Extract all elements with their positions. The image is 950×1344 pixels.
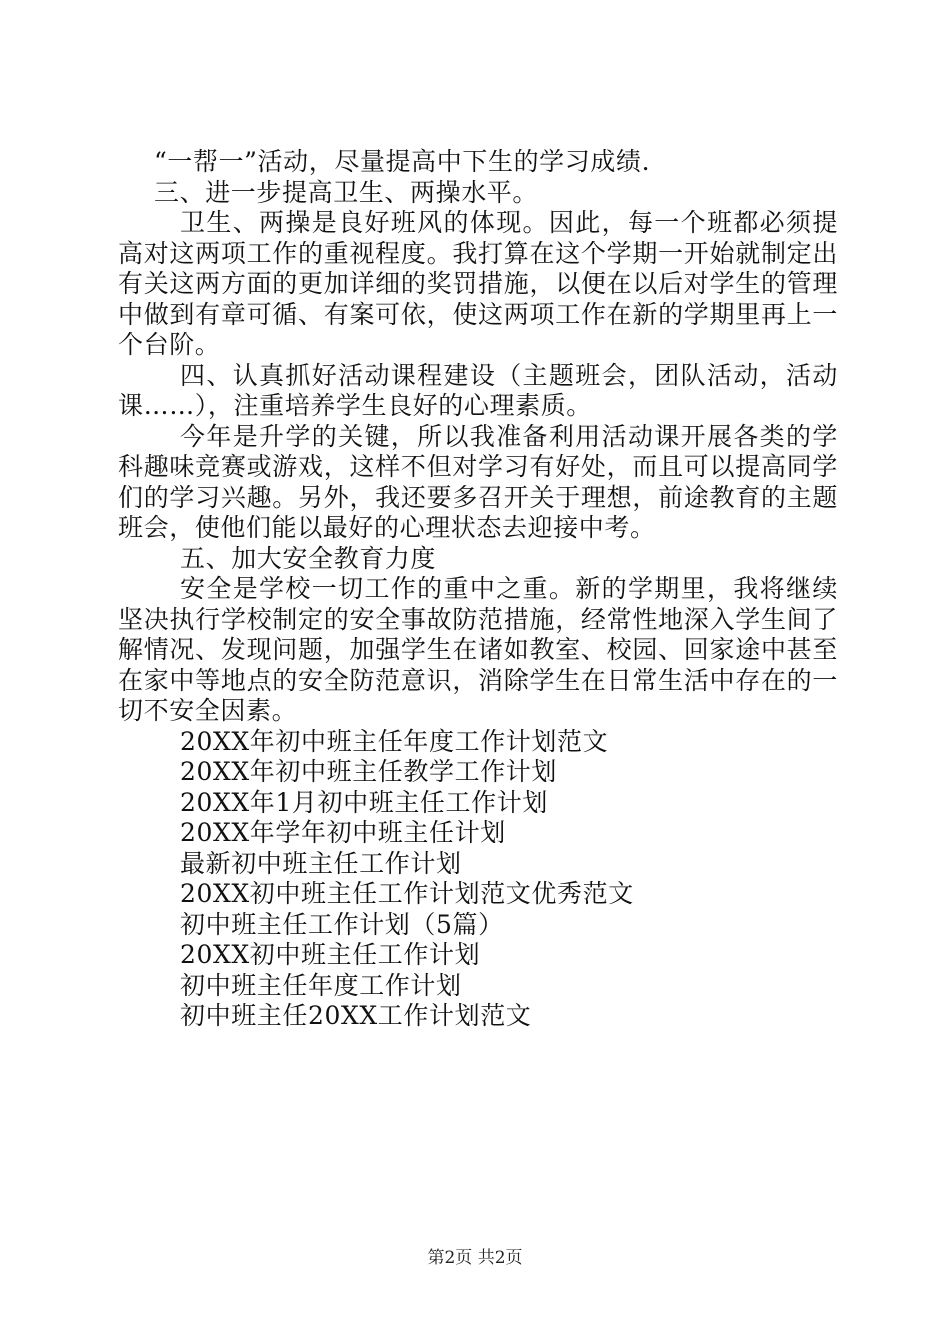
related-link[interactable]: 20XX初中班主任工作计划范文优秀范文 — [180, 879, 634, 908]
related-link[interactable]: 20XX初中班主任工作计划 — [180, 940, 481, 969]
related-link[interactable]: 初中班主任年度工作计划 — [180, 970, 462, 1000]
section-heading-4: 四、认真抓好活动课程建设（主题班会，团队活动，活动课……），注重培养学生良好的心理素质。 — [118, 360, 838, 420]
related-link[interactable]: 20XX年1月初中班主任工作计划 — [180, 787, 548, 817]
document-body — [118, 147, 838, 1032]
related-link[interactable]: 20XX年初中班主任教学工作计划 — [180, 757, 558, 786]
related-links-list — [118, 727, 838, 1032]
related-link[interactable]: 最新初中班主任工作计划 — [180, 848, 462, 878]
paragraph-safety: 安全是学校一切工作的重中之重。新的学期里，我将继续坚决执行学校制定的安全事故防范措施，经常性地深入学生间了解情况、发现问题，加强学生在诸如教室、校园、回家途中甚至在家中等地点的安全防范意识，消除学生在日常生活中存在的一切不安全因素。 — [118, 574, 838, 725]
page-number-footer: 第2页 共2页 — [427, 1248, 523, 1268]
paragraph-activities: 今年是升学的关键，所以我准备利用活动课开展各类的学科趣味竞赛或游戏，这样不但对学习有好处，而且可以提高同学们的学习兴趣。另外，我还要多召开关于理想，前途教育的主题班会，使他们能以最好的心理状态去迎接中考。 — [118, 421, 838, 542]
related-link[interactable]: 20XX年学年初中班主任计划 — [180, 818, 506, 847]
paragraph-1: “一帮一”活动，尽量提高中下生的学习成绩. — [154, 147, 651, 176]
section-heading-3: 三、进一步提高卫生、两操水平。 — [154, 177, 539, 207]
related-link[interactable]: 初中班主任20XX工作计划范文 — [180, 1001, 532, 1030]
related-link[interactable]: 20XX年初中班主任年度工作计划范文 — [180, 726, 609, 756]
related-link[interactable]: 初中班主任工作计划（5篇） — [180, 909, 504, 939]
section-heading-5: 五、加大安全教育力度 — [180, 543, 437, 573]
paragraph-hygiene: 卫生、两操是良好班风的体现。因此，每一个班都必须提高对这两项工作的重视程度。我打算在这个学期一开始就制定出有关这两方面的更加详细的奖罚措施，以便在以后对学生的管理中做到有章可循、有案可依，使这两项工作在新的学期里再上一个台阶。 — [118, 208, 838, 359]
